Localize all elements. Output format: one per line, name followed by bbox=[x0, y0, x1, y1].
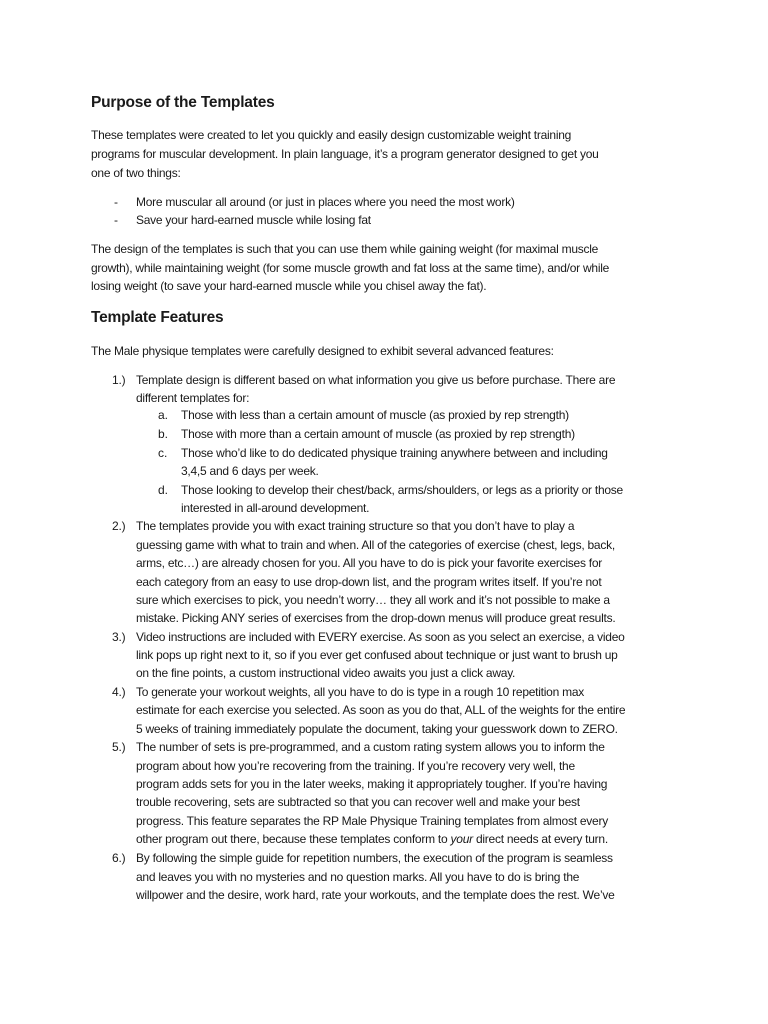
heading-purpose: Purpose of the Templates bbox=[91, 94, 275, 111]
subitem-line: Those with more than a certain amount of muscle (as proxied by rep strength) bbox=[181, 427, 575, 441]
feature-line: To generate your workout weights, all you have to do is type in a rough 10 repetition max bbox=[136, 685, 585, 699]
feature-line: 5 weeks of training immediately populate the document, taking your guesswork down to ZERO. bbox=[136, 722, 618, 736]
feature-line: The templates provide you with exact training structure so that you don’t have to play a bbox=[136, 519, 575, 533]
intro-line: one of two things: bbox=[91, 166, 181, 180]
design-line: The design of the templates is such that you can use them while gaining weight (for maximal muscle bbox=[91, 242, 599, 256]
feature-line: program adds sets for you in the later weeks, making it appropriately tougher. If you’re having bbox=[136, 777, 608, 791]
bullet-marker: - bbox=[114, 195, 118, 209]
feature-number: 1.) bbox=[112, 373, 126, 387]
intro-line: These templates were created to let you quickly and easily design customizable weight training bbox=[91, 128, 572, 142]
feature-line: By following the simple guide for repetition numbers, the execution of the program is seamless bbox=[136, 851, 613, 865]
feature-line: link pops up right next to it, so if you ever get confused about technique or just want to brush up bbox=[136, 648, 618, 662]
feature-line: The number of sets is pre-programmed, and a custom rating system allows you to inform the bbox=[136, 740, 605, 754]
feature-line: program about how you’re recovering from the training. If you’re recovery very well, the bbox=[136, 759, 575, 773]
text-segment: direct needs at every turn. bbox=[472, 832, 608, 846]
features-intro: The Male physique templates were carefully designed to exhibit several advanced features: bbox=[91, 344, 554, 358]
subitem-letter: d. bbox=[158, 483, 169, 497]
feature-number: 2.) bbox=[112, 519, 126, 533]
feature-line: on the fine points, a custom instructional video awaits you just a click away. bbox=[136, 666, 516, 680]
feature-line: progress. This feature separates the RP Male Physique Training templates from almost every bbox=[136, 814, 608, 828]
design-line: growth), while maintaining weight (for some muscle growth and fat loss at the same time), and/or while bbox=[91, 261, 610, 275]
bullet-item: Save your hard-earned muscle while losing fat bbox=[136, 213, 371, 227]
subitem-letter: a. bbox=[158, 408, 169, 422]
feature-line: mistake. Picking ANY series of exercises from the drop-down menus will produce great results. bbox=[136, 611, 616, 625]
subitem-line: Those looking to develop their chest/back, arms/shoulders, or legs as a priority or those bbox=[181, 483, 623, 497]
subitem-letter: c. bbox=[158, 446, 168, 460]
feature-line: willpower and the desire, work hard, rate your workouts, and the template does the rest. We’ve bbox=[136, 888, 615, 902]
feature-line: Template design is different based on what information you give us before purchase. There are bbox=[136, 373, 616, 387]
design-line: losing weight (to save your hard-earned muscle while you chisel away the fat). bbox=[91, 279, 487, 293]
subitem-letter: b. bbox=[158, 427, 169, 441]
feature-line-emphasis bbox=[136, 830, 608, 848]
subitem-line: Those with less than a certain amount of muscle (as proxied by rep strength) bbox=[181, 408, 569, 422]
heading-features: Template Features bbox=[91, 309, 224, 326]
feature-number: 5.) bbox=[112, 740, 126, 754]
feature-number: 4.) bbox=[112, 685, 126, 699]
bullet-item: More muscular all around (or just in places where you need the most work) bbox=[136, 195, 515, 209]
feature-line: estimate for each exercise you selected. As soon as you do that, ALL of the weights for the entire bbox=[136, 703, 626, 717]
emphasis-text: your bbox=[450, 832, 473, 846]
intro-line: programs for muscular development. In plain language, it’s a program generator designed to get you bbox=[91, 147, 599, 161]
feature-line: guessing game with what to train and when. All of the categories of exercise (chest, legs, back, bbox=[136, 538, 615, 552]
subitem-line: Those who’d like to do dedicated physique training anywhere between and including bbox=[181, 446, 608, 460]
feature-line: sure which exercises to pick, you needn’t worry… they all work and it’s not possible to make a bbox=[136, 593, 610, 607]
subitem-line: 3,4,5 and 6 days per week. bbox=[181, 464, 319, 478]
text-segment: other program out there, because these templates conform to bbox=[136, 832, 451, 846]
feature-line: Video instructions are included with EVERY exercise. As soon as you select an exercise, a video bbox=[136, 630, 625, 644]
feature-line: each category from an easy to use drop-down list, and the program writes itself. If you’re not bbox=[136, 575, 602, 589]
feature-number: 6.) bbox=[112, 851, 126, 865]
feature-line: different templates for: bbox=[136, 391, 250, 405]
feature-line: and leaves you with no mysteries and no question marks. All you have to do is bring the bbox=[136, 870, 580, 884]
feature-line: arms, etc…) are already chosen for you. All you have to do is pick your favorite exercises for bbox=[136, 556, 603, 570]
bullet-marker: - bbox=[114, 213, 118, 227]
feature-line: trouble recovering, sets are subtracted so that you can recover well and make your best bbox=[136, 795, 580, 809]
subitem-line: interested in all-around development. bbox=[181, 501, 370, 515]
feature-number: 3.) bbox=[112, 630, 126, 644]
